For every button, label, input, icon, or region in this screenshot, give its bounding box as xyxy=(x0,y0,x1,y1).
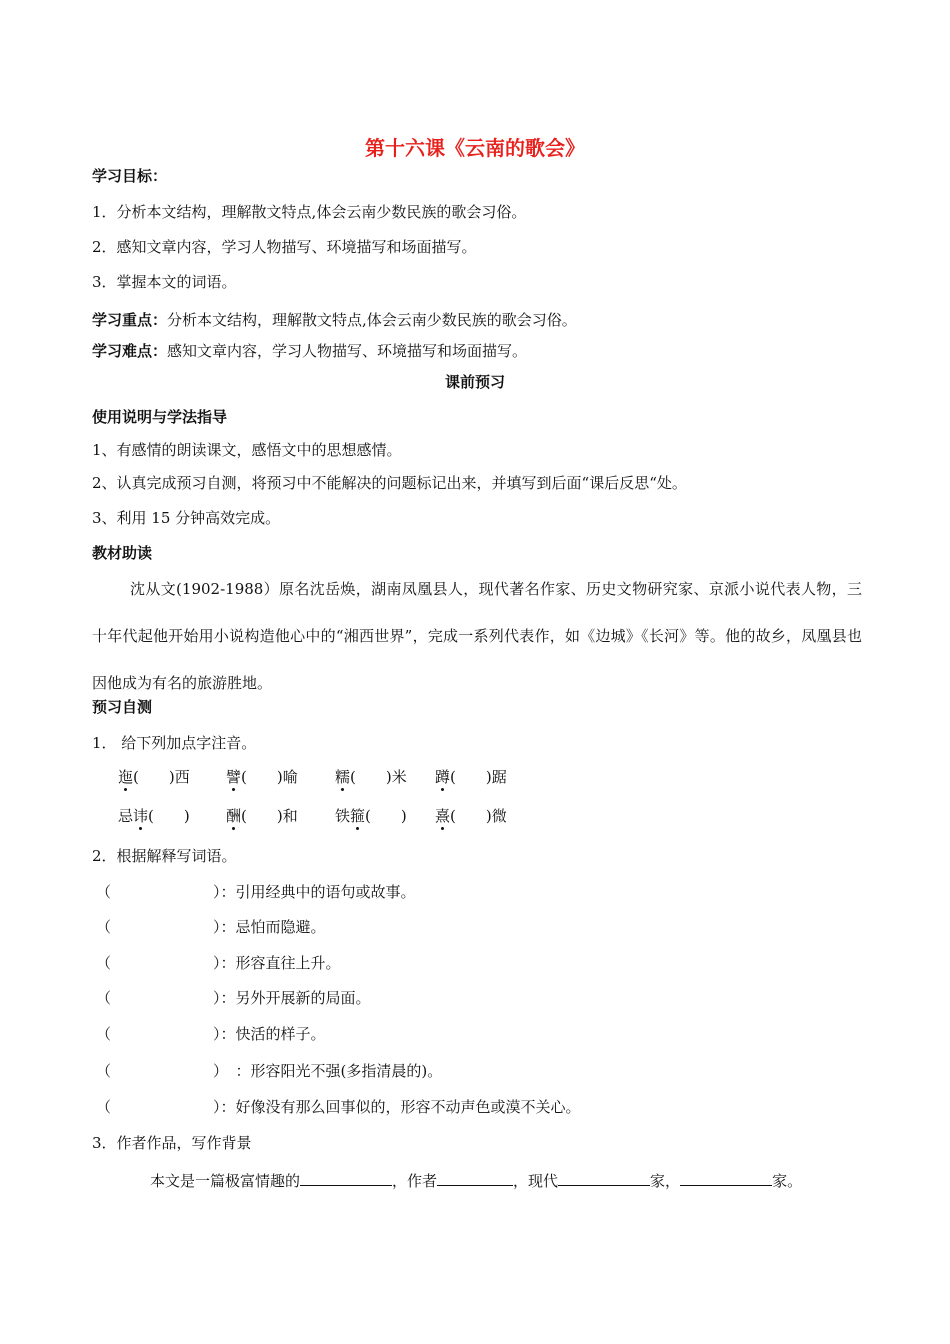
pinyin-item xyxy=(118,806,190,826)
focus-text: 分析本文结构，理解散文特点,体会云南少数民族的歌会习俗。 xyxy=(167,311,577,329)
definition-text: ） ：形容阳光不强(多指清晨的)。 xyxy=(213,1062,443,1080)
q3-text: ，现代 xyxy=(513,1172,559,1190)
focus-line xyxy=(92,310,577,330)
definition-text: ）：引用经典中的语句或故事。 xyxy=(213,883,416,901)
pinyin-blank: ( )米 xyxy=(350,768,407,786)
pinyin-item xyxy=(435,767,507,787)
pinyin-item xyxy=(435,806,507,826)
definition-text: ）：好像没有那么回事似的，形容不动声色或漠不关心。 xyxy=(213,1098,581,1116)
dotted-char: 箍 xyxy=(350,807,366,825)
definition-item xyxy=(96,917,326,937)
pinyin-blank: ( ) xyxy=(365,807,407,825)
open-paren: （ xyxy=(96,989,112,1007)
q3-text: 家， xyxy=(650,1172,681,1190)
usage-heading: 使用说明与学法指导 xyxy=(92,408,228,426)
pinyin-item xyxy=(226,767,298,787)
q3-prompt: 3．作者作品，写作背景 xyxy=(92,1134,252,1152)
dotted-char: 熹 xyxy=(435,807,451,825)
selftest-heading: 预习自测 xyxy=(92,698,153,716)
pinyin-item xyxy=(118,767,190,787)
goal-item: 1．分析本文结构，理解散文特点,体会云南少数民族的歌会习俗。 xyxy=(92,203,527,221)
goal-item: 2．感知文章内容，学习人物描写、环境描写和场面描写。 xyxy=(92,238,477,256)
q1-prompt: 1． 给下列加点字注音。 xyxy=(92,734,257,752)
q2-prompt: 2．根据解释写词语。 xyxy=(92,847,237,865)
definition-text: ）：另外开展新的局面。 xyxy=(213,989,371,1007)
fill-blank xyxy=(558,1170,650,1186)
difficulty-text: 感知文章内容，学习人物描写、环境描写和场面描写。 xyxy=(167,342,528,360)
plain-char: 铁 xyxy=(335,807,351,825)
dotted-char: 蹲 xyxy=(435,768,451,786)
open-paren: （ xyxy=(96,1098,112,1116)
usage-item: 3、利用 15 分钟高效完成。 xyxy=(92,509,281,527)
reading-paragraph: 沈从文(1902-1988）原名沈岳焕，湖南凤凰县人，现代著名作家、历史文物研究家、京派小说代表人物，三十年代起他开始用小说构造他心中的“湘西世界”，完成一系列代表作，如《边城》《长河》等。他的故乡，凤凰县也因他成为有名的旅游胜地。 xyxy=(92,580,862,692)
definition-item xyxy=(96,882,416,902)
preview-heading: 课前预习 xyxy=(444,373,505,391)
dotted-char: 譬 xyxy=(226,768,242,786)
q3-fill-line xyxy=(150,1170,802,1191)
pinyin-blank: ( )喻 xyxy=(241,768,298,786)
open-paren: （ xyxy=(96,954,112,972)
definition-item xyxy=(96,988,371,1008)
page-title: 第十六课《云南的歌会》 xyxy=(365,136,585,160)
usage-item: 1、有感情的朗读课文，感悟文中的思想感情。 xyxy=(92,441,402,459)
definition-item xyxy=(96,1024,326,1044)
definition-text: ）：快活的样子。 xyxy=(213,1025,326,1043)
pinyin-item xyxy=(226,806,298,826)
definition-item xyxy=(96,953,341,973)
pinyin-blank: ( )和 xyxy=(241,807,298,825)
focus-label: 学习重点： xyxy=(92,311,168,329)
pinyin-item xyxy=(335,767,407,787)
definition-text: ）：忌怕而隐避。 xyxy=(213,918,326,936)
plain-char: 忌 xyxy=(118,807,134,825)
pinyin-blank: ( )微 xyxy=(450,807,507,825)
reading-heading: 教材助读 xyxy=(92,544,153,562)
definition-text: ）：形容直往上升。 xyxy=(213,954,341,972)
goals-heading: 学习目标： xyxy=(92,167,168,185)
open-paren: （ xyxy=(96,918,112,936)
definition-item xyxy=(96,1097,581,1117)
definition-item xyxy=(96,1061,442,1081)
pinyin-item xyxy=(335,806,407,826)
pinyin-blank: ( )西 xyxy=(133,768,190,786)
dotted-char: 迤 xyxy=(118,768,134,786)
fill-blank xyxy=(680,1170,772,1186)
fill-blank xyxy=(300,1170,392,1186)
fill-blank xyxy=(437,1170,513,1186)
goal-item: 3．掌握本文的词语。 xyxy=(92,273,237,291)
pinyin-blank: ( )踞 xyxy=(450,768,507,786)
open-paren: （ xyxy=(96,1062,112,1080)
open-paren: （ xyxy=(96,883,112,901)
q3-text: 家。 xyxy=(772,1172,803,1190)
open-paren: （ xyxy=(96,1025,112,1043)
pinyin-blank: ( ) xyxy=(148,807,190,825)
dotted-char: 酬 xyxy=(226,807,242,825)
difficulty-line xyxy=(92,341,527,361)
dotted-char: 糯 xyxy=(335,768,351,786)
q3-text: ，作者 xyxy=(392,1172,438,1190)
difficulty-label: 学习难点： xyxy=(92,342,168,360)
dotted-char: 讳 xyxy=(133,807,149,825)
usage-item: 2、认真完成预习自测，将预习中不能解决的问题标记出来，并填写到后面“课后反思“处。 xyxy=(92,474,687,492)
q3-text: 本文是一篇极富情趣的 xyxy=(150,1172,301,1190)
